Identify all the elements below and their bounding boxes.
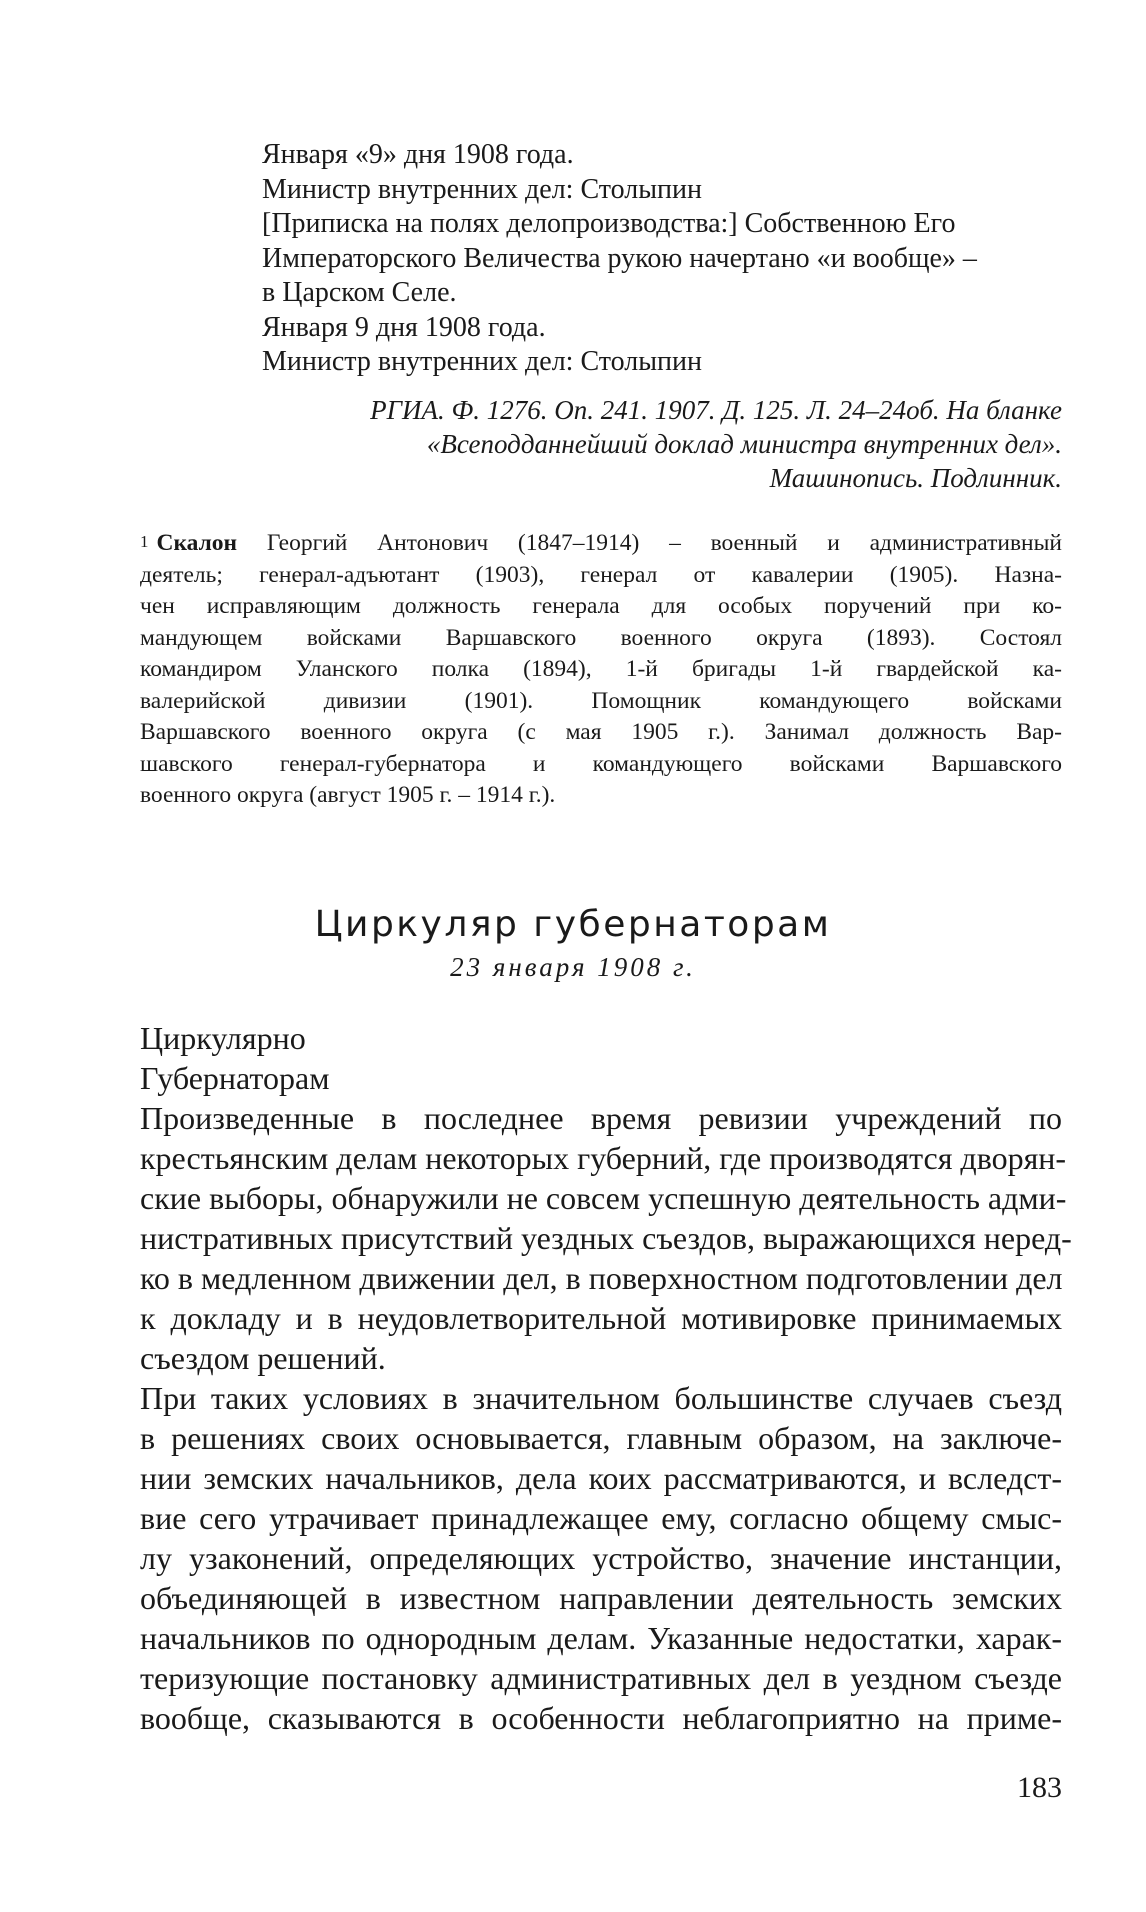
paragraph-line: вие сего утрачивает принадлежащее ему, согласно общему смыс- — [140, 1500, 1062, 1536]
footnote-line: мандующем войсками Варшавского военного округа (1893). Состоял — [140, 624, 1062, 651]
footnote-text: Георгий Антонович (1847–1914) – военный и административный — [266, 530, 1062, 556]
archive-line: «Всеподданнейший доклад министра внутренних дел». — [426, 429, 1062, 459]
paragraph-line: в решениях своих основывается, главным образом, на заключе- — [140, 1420, 1062, 1456]
footnote-line: Варшавского военного округа (с мая 1905 г.). Занимал должность Вар- — [140, 719, 1062, 745]
footnote-line: деятель; генерал-адъютант (1903), генерал от кавалерии (1905). Назна- — [140, 561, 1062, 588]
paragraph-line: нистративных присутствий уездных съездов, выражающихся неред- — [140, 1220, 1072, 1256]
footnote-line: чен исправляющим должность генерала для особых поручений при ко- — [140, 593, 1062, 619]
paragraph-line: к докладу и в неудовлетворительной мотивировке принимаемых — [140, 1300, 1062, 1336]
address-line: Губернаторам — [140, 1060, 330, 1096]
footnote-name: Скалон — [156, 530, 238, 556]
archive-reference — [262, 393, 1062, 495]
margin-note-line: [Приписка на полях делопроизводства:] Собственною Его — [262, 208, 956, 239]
paragraph-line: Произведенные в последнее время ревизии учреждений по — [140, 1100, 1062, 1136]
document-signature-block — [262, 138, 1062, 380]
footnote-line: командиром Уланского полка (1894), 1-й бригады 1-й гвардейской ка- — [140, 656, 1062, 682]
page-number: 183 — [1017, 1771, 1062, 1804]
paragraph-line: ские выборы, обнаружили не совсем успешную деятельность адми- — [140, 1180, 1067, 1216]
paragraph-line: лу узаконений, определяющих устройство, значение инстанции, — [140, 1540, 1062, 1576]
document-body — [140, 1018, 1072, 1738]
paragraph-line: теризующие постановку административных дел в уездном съезде — [140, 1660, 1062, 1696]
paragraph-line: крестьянским делам некоторых губерний, где производятся дворян- — [140, 1140, 1067, 1176]
paragraph-line: объединяющей в известном направлении деятельность земских — [140, 1580, 1062, 1616]
date-line: Января «9» дня 1908 года. — [262, 139, 574, 170]
paragraph-line: При таких условиях в значительном большинстве случаев съезд — [140, 1380, 1062, 1416]
footnote-line: военного округа (август 1905 г. – 1914 г.). — [140, 782, 556, 808]
margin-note-line: в Царском Селе. — [262, 277, 457, 308]
archive-line: РГИА. Ф. 1276. Оп. 241. 1907. Д. 125. Л. 24–24об. На бланке — [370, 395, 1062, 425]
signature-line: Министр внутренних дел: Столыпин — [262, 346, 702, 377]
address-line: Циркулярно — [140, 1020, 306, 1056]
footnote-mark: 1 — [140, 532, 149, 551]
paragraph-line: ко в медленном движении дел, в поверхностном подготовлении дел — [140, 1260, 1063, 1296]
paragraph-line: нии земских начальников, дела коих рассматриваются, и вследст- — [140, 1460, 1062, 1496]
paragraph-line: съездом решений. — [140, 1340, 386, 1376]
paragraph-line: вообще, сказываются в особенности неблагоприятно на приме- — [140, 1700, 1062, 1736]
document-date: 23 января 1908 г. — [450, 952, 696, 982]
document-title: Циркуляр губернаторам — [314, 904, 832, 945]
footnote-line: валерийской дивизии (1901). Помощник командующего войсками — [140, 687, 1062, 714]
date-line: Января 9 дня 1908 года. — [262, 311, 546, 343]
margin-note-line: Императорского Величества рукою начертано «и вообще» – — [262, 242, 977, 274]
paragraph-line: начальников по однородным делам. Указанные недостатки, харак- — [140, 1620, 1062, 1656]
footnote-line: шавского генерал-губернатора и командующего войсками Варшавского — [140, 750, 1062, 777]
footnote — [140, 528, 1062, 812]
signature-line: Министр внутренних дел: Столыпин — [262, 173, 702, 205]
archive-line: Машинопись. Подлинник. — [769, 463, 1062, 493]
footnote-line — [140, 528, 1062, 560]
